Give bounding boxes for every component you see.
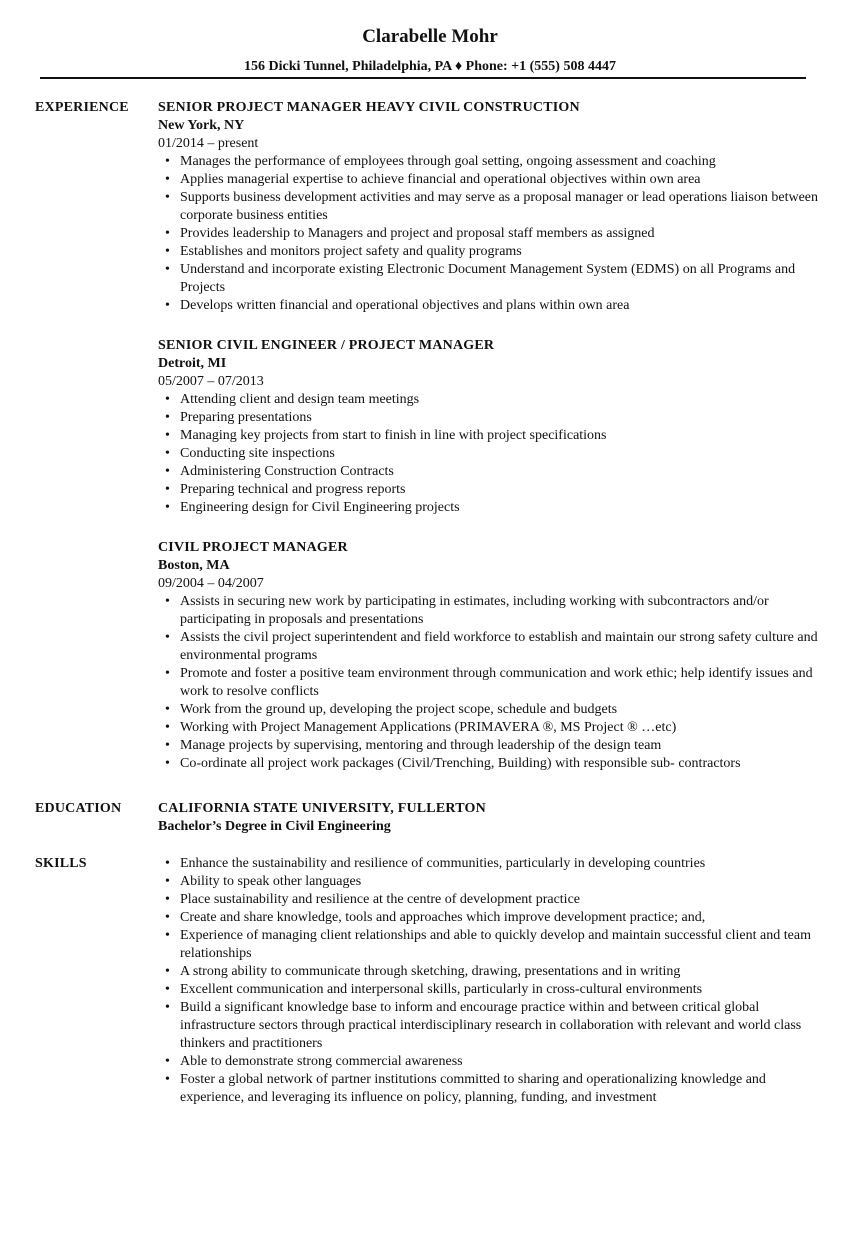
skill-item: • Create and share knowledge, tools and approaches which improve development practice; and, (180, 909, 818, 927)
contact-line: 156 Dicki Tunnel, Philadelphia, PA ♦ Phone: +1 (555) 508 4447 (244, 59, 616, 74)
job-bullet: • Preparing presentations (180, 409, 818, 427)
job-bullet: • Manage projects by supervising, mentoring and through leadership of the design team (180, 737, 818, 755)
job-bullet: • Assists the civil project superintendent and field workforce to establish and maintain our strong safety culture and environmental programs (180, 629, 818, 665)
job-entry (158, 99, 818, 315)
job-bullet: • Working with Project Management Applications (PRIMAVERA ®, MS Project ® …etc) (180, 719, 818, 737)
job-title: CIVIL PROJECT MANAGER (158, 540, 348, 555)
job-bullet: • Administering Construction Contracts (180, 463, 818, 481)
job-bullet: • Assists in securing new work by participating in estimates, including working with subcontractors and/or participating in proposals and presentations (180, 593, 818, 629)
job-bullet: • Understand and incorporate existing Electronic Document Management System (EDMS) on all Programs and Projects (180, 261, 818, 297)
section-label-experience: EXPERIENCE (35, 100, 129, 115)
job-bullets (158, 391, 818, 517)
job-entry (158, 337, 818, 517)
job-bullet: • Provides leadership to Managers and project and proposal staff members as assigned (180, 225, 818, 243)
job-bullet: • Co-ordinate all project work packages (Civil/Trenching, Building) with responsible sub- contractors (180, 755, 818, 773)
skill-item: • Enhance the sustainability and resilience of communities, particularly in developing countries (180, 855, 818, 873)
skill-item: • Ability to speak other languages (180, 873, 818, 891)
skill-item: • A strong ability to communicate through sketching, drawing, presentations and in writing (180, 963, 818, 981)
job-bullet: • Attending client and design team meetings (180, 391, 818, 409)
skill-item: • Foster a global network of partner institutions committed to sharing and operationalizing knowledge and experience, and leveraging its influence on policy, planning, funding, and investment (180, 1071, 818, 1107)
experience-list (158, 99, 818, 789)
job-bullet: • Managing key projects from start to finish in line with project specifications (180, 427, 818, 445)
skill-item: • Place sustainability and resilience at the centre of development practice (180, 891, 818, 909)
job-bullet: • Preparing technical and progress reports (180, 481, 818, 499)
section-label-skills: SKILLS (35, 856, 87, 871)
degree-name: Bachelor’s Degree in Civil Engineering (158, 819, 391, 834)
job-bullet: • Promote and foster a positive team environment through communication and work ethic; help identify issues and work to resolve conflicts (180, 665, 818, 701)
section-label-education: EDUCATION (35, 801, 122, 816)
job-title: SENIOR CIVIL ENGINEER / PROJECT MANAGER (158, 338, 495, 353)
job-bullets (158, 593, 818, 773)
job-location: New York, NY (158, 118, 245, 133)
job-bullet: • Establishes and monitors project safety and quality programs (180, 243, 818, 261)
education-entry (158, 800, 818, 836)
job-dates: 09/2004 – 04/2007 (158, 576, 264, 591)
candidate-name: Clarabelle Mohr (362, 26, 498, 47)
job-title: SENIOR PROJECT MANAGER HEAVY CIVIL CONSTRUCTION (158, 100, 580, 115)
job-location: Boston, MA (158, 558, 230, 573)
job-bullets (158, 153, 818, 315)
job-bullet: • Manages the performance of employees through goal setting, ongoing assessment and coaching (180, 153, 818, 171)
skill-item: • Excellent communication and interpersonal skills, particularly in cross-cultural environments (180, 981, 818, 999)
skills-list (158, 855, 818, 1107)
job-bullet: • Develops written financial and operational objectives and plans within own area (180, 297, 818, 315)
header-divider (40, 77, 806, 79)
skill-item: • Experience of managing client relationships and able to quickly develop and maintain successful client and team relationships (180, 927, 818, 963)
skills-list-wrap (158, 855, 818, 1107)
job-bullet: • Work from the ground up, developing the project scope, schedule and budgets (180, 701, 818, 719)
job-dates: 01/2014 – present (158, 136, 259, 151)
job-dates: 05/2007 – 07/2013 (158, 374, 264, 389)
job-location: Detroit, MI (158, 356, 227, 371)
job-bullet: • Conducting site inspections (180, 445, 818, 463)
skill-item: • Able to demonstrate strong commercial awareness (180, 1053, 818, 1071)
school-name: CALIFORNIA STATE UNIVERSITY, FULLERTON (158, 801, 486, 816)
job-bullet: • Applies managerial expertise to achieve financial and operational objectives within own area (180, 171, 818, 189)
job-bullet: • Engineering design for Civil Engineering projects (180, 499, 818, 517)
job-entry (158, 539, 818, 773)
skill-item: • Build a significant knowledge base to inform and encourage practice within and between critical global infrastructure sectors through practical interdisciplinary research in collaboration with relevant and world class thinkers and practitioners (180, 999, 818, 1053)
job-bullet: • Supports business development activities and may serve as a proposal manager or lead operations liaison between corporate business entities (180, 189, 818, 225)
